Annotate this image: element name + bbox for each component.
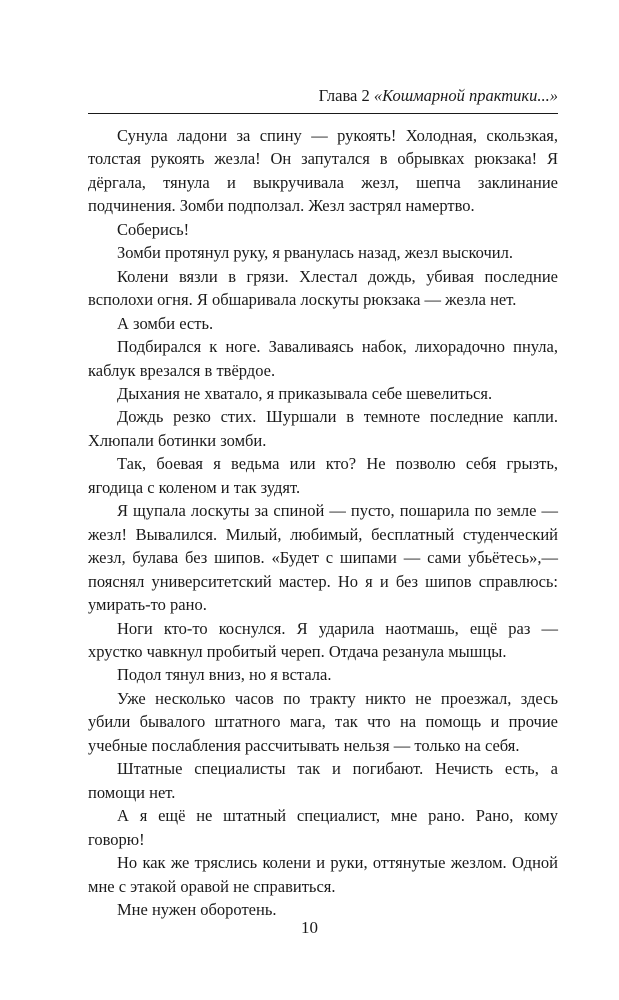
paragraph: Но как же тряслись колени и руки, оттянутые жезлом. Одной мне с этакой оравой не справиться. xyxy=(88,853,558,896)
paragraph: Мне нужен оборотень. xyxy=(117,899,277,919)
paragraph: Ноги кто-то коснулся. Я ударила наотмашь, ещё раз — хрустко чавкнул пробитый череп. Отдача резанула мышцы. xyxy=(88,618,558,661)
paragraph: Уже несколько часов по тракту никто не проезжал, здесь убили бывалого штатного мага, так что на помощь и прочие учебные послабления рассчитывать нельзя — только на себя. xyxy=(88,688,558,755)
paragraph: Дождь резко стих. Шуршали в темноте последние капли. Хлюпали ботинки зомби. xyxy=(88,407,558,450)
paragraph: Штатные специалисты так и погибают. Нечисть есть, а помощи нет. xyxy=(88,759,558,802)
chapter-label: Глава 2 xyxy=(318,86,370,105)
paragraph: Соберись! xyxy=(117,219,190,239)
chapter-title: «Кошмарной практики...» xyxy=(373,86,558,105)
paragraph: Колени вязли в грязи. Хлестал дождь, убивая последние всполохи огня. Я обшаривала лоскуты рюкзака — жезла нет. xyxy=(88,266,558,310)
paragraph: Дыхания не хватало, я приказывала себе шевелиться. xyxy=(117,383,493,403)
paragraph: Сунула ладони за спину — рукоять! Холодная, скользкая, толстая рукоять жезла! Он запутался в обрывках рюкзака! Я дёргала, тянула и выкручивала жезл, шепча заклинание подчинения. Зомби подползал. Жезл застрял намертво. xyxy=(88,126,558,216)
paragraph: А зомби есть. xyxy=(117,313,214,333)
header-rule xyxy=(88,113,558,114)
paragraph: Подол тянул вниз, но я встала. xyxy=(117,665,332,685)
paragraph: Так, боевая я ведьма или кто? Не позволю себя грызть, ягодица с коленом и так зудят. xyxy=(88,454,558,497)
running-header xyxy=(88,84,558,108)
paragraph: Подбирался к ноге. Заваливаясь набок, лихорадочно пнула, каблук врезался в твёрдое. xyxy=(88,337,558,380)
body-text xyxy=(88,124,558,921)
paragraph: А я ещё не штатный специалист, мне рано. Рано, кому говорю! xyxy=(88,806,558,849)
page-number: 10 xyxy=(301,918,318,937)
paragraph: Зомби протянул руку, я рванулась назад, жезл выскочил. xyxy=(117,243,513,263)
paragraph: Я щупала лоскуты за спиной — пусто, пошарила по земле — жезл! Вывалился. Милый, любимый, бесплатный студенческий жезл, булава без шипов. «Будет с шипами — сами убьётесь»,— пояснял университетский мастер. Но я и без шипов справлюсь: умирать-то рано. xyxy=(88,501,558,615)
